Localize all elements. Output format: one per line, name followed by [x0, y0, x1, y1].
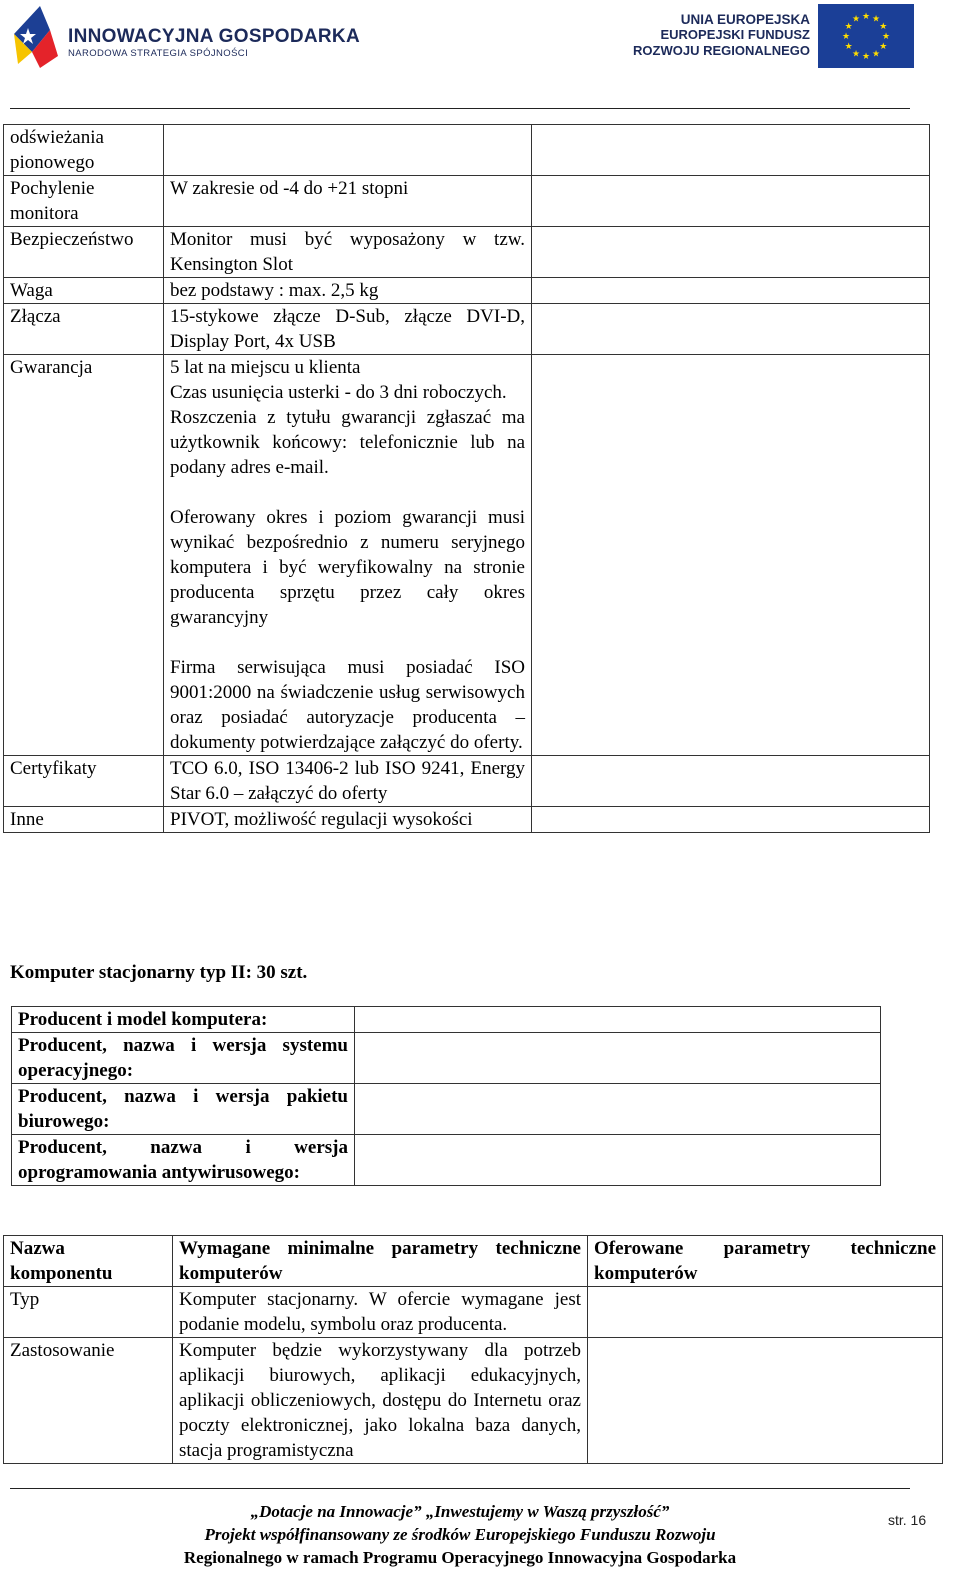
table-row	[4, 278, 930, 304]
producer-label-cell: Producent, nazwa i wersja oprogramowania antywirusowego:	[12, 1135, 355, 1186]
table-row	[4, 1287, 943, 1338]
footer-divider	[10, 1488, 910, 1489]
section-title: Komputer stacjonarny typ II: 30 szt.	[10, 962, 308, 983]
offer-cell[interactable]	[532, 355, 930, 756]
header-component-name: Nazwa komponentu	[4, 1236, 173, 1287]
spec-name-cell: Bezpieczeństwo	[4, 227, 164, 278]
header-divider	[10, 108, 910, 109]
component-name-cell: Zastosowanie	[4, 1338, 173, 1464]
header-required-params: Wymagane minimalne parametry techniczne komputerów	[173, 1236, 588, 1287]
table-row	[4, 355, 930, 756]
table-row	[12, 1084, 881, 1135]
spec-value-paragraph: PIVOT, możliwość regulacji wysokości	[170, 809, 473, 830]
header-offered-params: Oferowane parametry techniczne komputerów	[588, 1236, 943, 1287]
eu-star-icon: ★	[844, 21, 853, 31]
eu-star-icon: ★	[871, 13, 881, 24]
producer-label-cell: Producent i model komputera:	[12, 1007, 355, 1033]
producer-value-cell[interactable]	[355, 1084, 881, 1135]
spec-name-cell: Inne	[4, 807, 164, 833]
eu-line-2: EUROPEJSKI FUNDUSZ	[660, 27, 810, 42]
spec-value-cell	[164, 227, 532, 278]
producer-label-cell: Producent, nazwa i wersja systemu operacyjnego:	[12, 1033, 355, 1084]
eu-star-icon: ★	[861, 51, 871, 61]
spec-value-paragraph: Monitor musi być wyposażony w tzw. Kensington Slot	[170, 229, 525, 275]
spec-name-cell: Złącza	[4, 304, 164, 355]
footer-program: Regionalnego w ramach Programu Operacyjnego Innowacyjna Gospodarka	[183, 1548, 737, 1567]
spec-value-paragraph: Czas usunięcia usterki - do 3 dni roboczych.	[170, 382, 507, 403]
spec-value-paragraph: 15-stykowe złącze D-Sub, złącze DVI-D, Display Port, 4x USB	[170, 306, 525, 352]
required-params-cell: Komputer będzie wykorzystywany dla potrzeb aplikacji biurowych, aplikacji edukacyjnych, aplikacji obliczeniowych, dostępu do Internetu oraz poczty elektronicznej, jako lokalna baza danych, stacja programistyczna	[173, 1338, 588, 1464]
table-row	[4, 176, 930, 227]
spec-value-paragraph: TCO 6.0, ISO 13406-2 lub ISO 9241, Energy Star 6.0 – załączyć do oferty	[170, 758, 525, 804]
spec-value-cell	[164, 278, 532, 304]
spec-value-paragraph	[170, 630, 525, 655]
offer-cell[interactable]	[532, 227, 930, 278]
table-row	[4, 807, 930, 833]
offer-cell[interactable]	[532, 125, 930, 176]
eu-line-1: UNIA EUROPEJSKA	[680, 12, 810, 27]
table-row	[12, 1135, 881, 1186]
spec-value-cell	[164, 125, 532, 176]
page-number: str. 16	[888, 1512, 927, 1528]
eu-line-3: ROZWOJU REGIONALNEGO	[633, 43, 810, 58]
innowacyjna-gospodarka-logo	[10, 4, 360, 72]
parameters-table	[3, 1235, 943, 1464]
spec-value-cell	[164, 304, 532, 355]
spec-name-cell: odświeżania pionowego	[4, 125, 164, 176]
offer-cell[interactable]	[532, 304, 930, 355]
producer-value-cell[interactable]	[355, 1007, 881, 1033]
monitor-spec-table	[3, 124, 930, 833]
spec-value-paragraph	[170, 480, 525, 505]
table-row	[4, 304, 930, 355]
spec-value-cell	[164, 176, 532, 227]
table-row	[4, 1338, 943, 1464]
producer-value-cell[interactable]	[355, 1033, 881, 1084]
spec-name-cell: Gwarancja	[4, 355, 164, 756]
required-params-cell: Komputer stacjonarny. W ofercie wymagane jest podanie modelu, symbolu oraz producenta.	[173, 1287, 588, 1338]
offered-params-cell[interactable]	[588, 1287, 943, 1338]
producer-label-cell: Producent, nazwa i wersja pakietu biurowego:	[12, 1084, 355, 1135]
spec-value-paragraph: Roszczenia z tytułu gwarancji zgłaszać ma użytkownik końcowy: telefonicznie lub na podany adres e-mail.	[170, 407, 525, 478]
table-row	[4, 227, 930, 278]
eu-star-icon: ★	[881, 31, 891, 41]
component-name-cell: Typ	[4, 1287, 173, 1338]
spec-value-paragraph: W zakresie od -4 do +21 stopni	[170, 178, 409, 199]
offer-cell[interactable]	[532, 176, 930, 227]
eu-star-icon: ★	[841, 31, 851, 41]
spec-value-cell	[164, 756, 532, 807]
brand-title: INNOWACYJNA GOSPODARKA	[68, 26, 360, 47]
eu-star-icon: ★	[851, 13, 861, 24]
eu-star-icon: ★	[879, 21, 888, 31]
star-emblem-icon	[10, 4, 62, 70]
spec-value-cell	[164, 807, 532, 833]
producer-value-cell[interactable]	[355, 1135, 881, 1186]
offered-params-cell[interactable]	[588, 1338, 943, 1464]
table-header-row	[4, 1236, 943, 1287]
page-header	[0, 0, 960, 100]
eu-star-icon: ★	[844, 41, 853, 51]
eu-flag-icon	[818, 4, 914, 68]
eu-star-icon: ★	[851, 48, 861, 59]
table-row	[12, 1007, 881, 1033]
page-footer	[120, 1500, 800, 1569]
eu-star-icon: ★	[871, 48, 881, 59]
offer-cell[interactable]	[532, 756, 930, 807]
spec-value-paragraph: Oferowany okres i poziom gwarancji musi wynikać bezpośrednio z numeru seryjnego komputera i być weryfikowalny na stronie producenta sprzętu przez cały okres gwarancyjny	[170, 507, 525, 628]
spec-name-cell: Certyfikaty	[4, 756, 164, 807]
eu-fund-label	[633, 12, 810, 59]
footer-slogan: „Dotacje na Innowacje” „Inwestujemy w Waszą przyszłość”	[250, 1502, 670, 1521]
footer-cofinancing: Projekt współfinansowany ze środków Europejskiego Funduszu Rozwoju	[204, 1525, 716, 1544]
spec-name-cell: Pochylenie monitora	[4, 176, 164, 227]
spec-value-paragraph: bez podstawy : max. 2,5 kg	[170, 280, 379, 301]
spec-value-paragraph: 5 lat na miejscu u klienta	[170, 357, 361, 378]
spec-value-paragraph: Firma serwisująca musi posiadać ISO 9001:2000 na świadczenie usług serwisowych oraz posiadać autoryzacje producenta – dokumenty potwierdzające załączyć do oferty.	[170, 657, 525, 753]
brand-subtitle: NARODOWA STRATEGIA SPÓJNOŚCI	[68, 48, 249, 59]
eu-star-icon: ★	[879, 41, 888, 51]
table-row	[4, 756, 930, 807]
spec-name-cell: Waga	[4, 278, 164, 304]
offer-cell[interactable]	[532, 807, 930, 833]
offer-cell[interactable]	[532, 278, 930, 304]
table-row	[12, 1033, 881, 1084]
spec-value-cell	[164, 355, 532, 756]
producer-table	[11, 1006, 881, 1186]
table-row	[4, 125, 930, 176]
eu-star-icon: ★	[861, 11, 871, 21]
